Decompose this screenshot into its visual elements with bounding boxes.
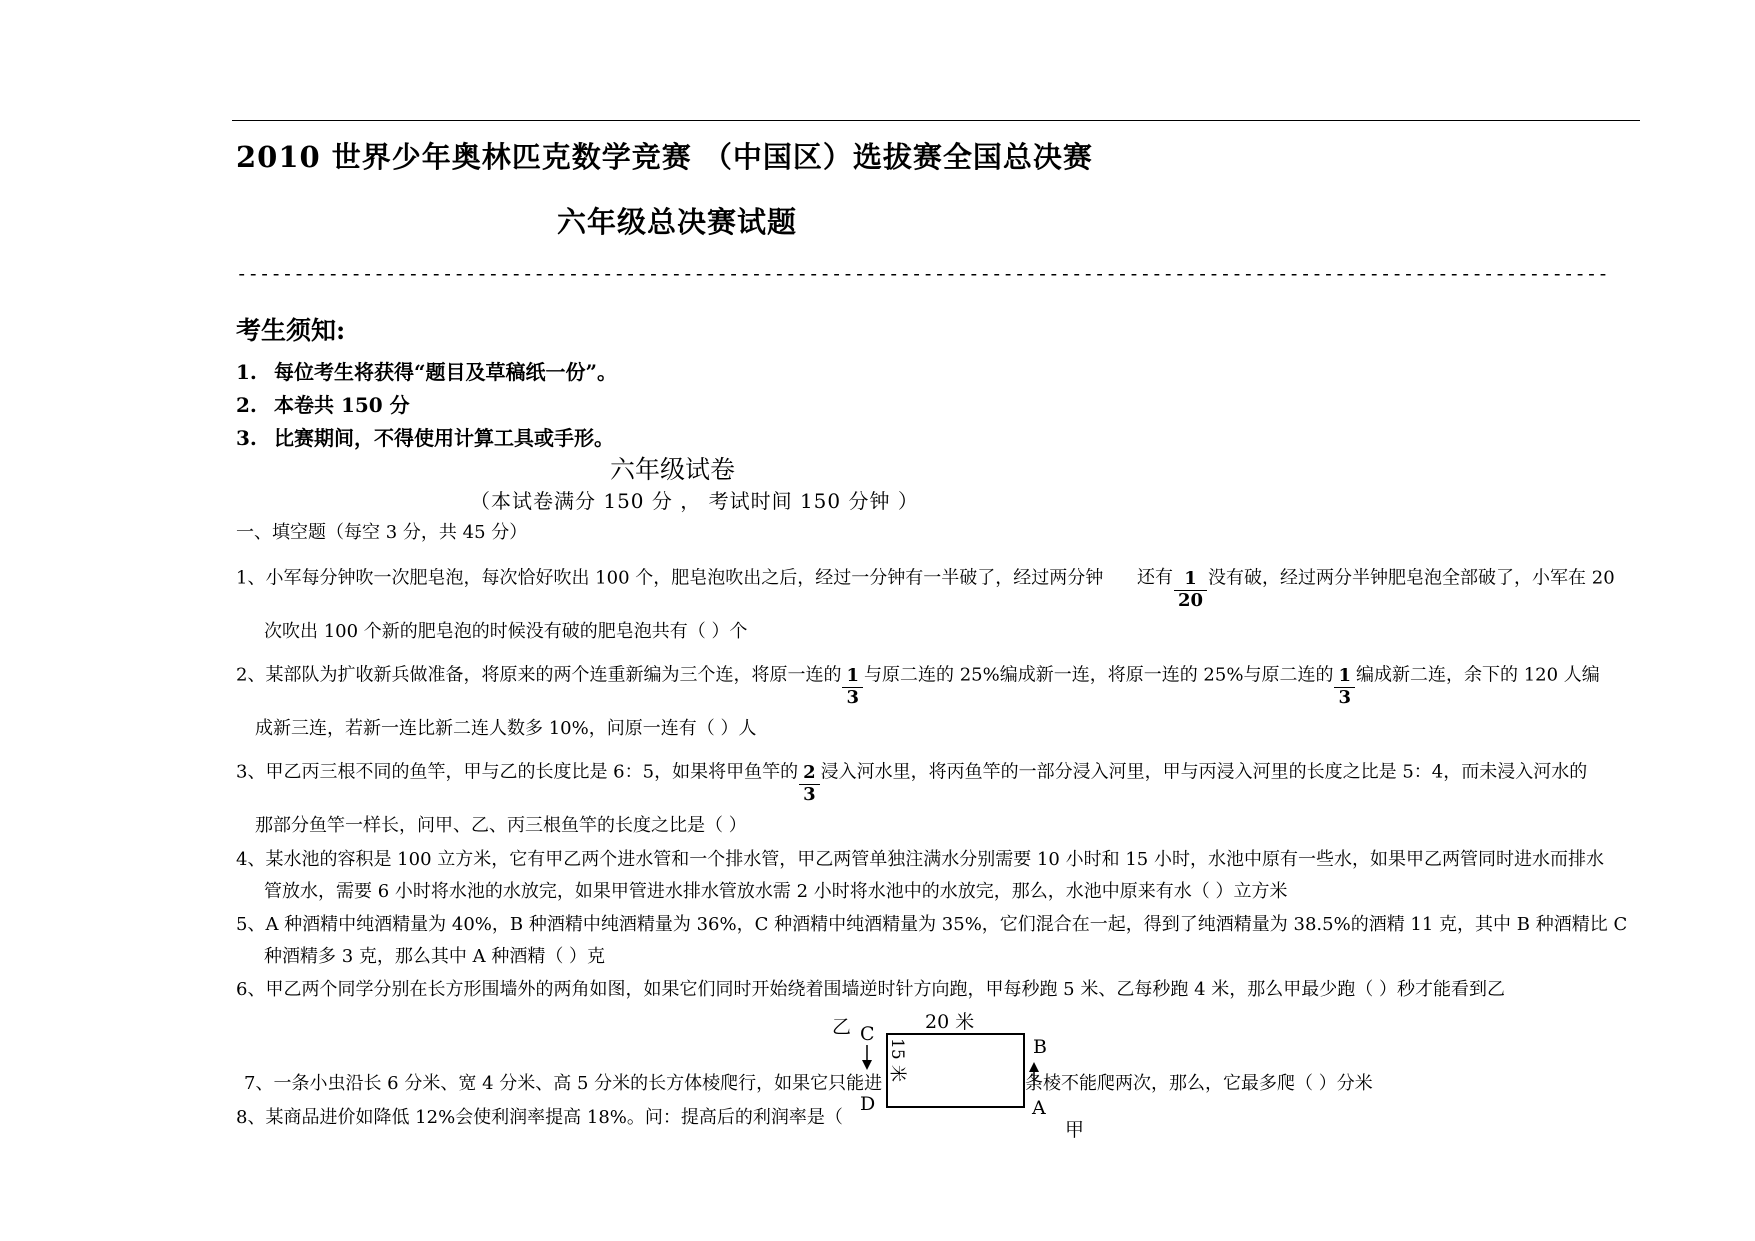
q3-text-b: 浸入河水里，将丙鱼竿的一部分浸入河里，甲与丙浸入河里的长度之比是 5：4，而未浸入河水的 [820,761,1588,783]
q3-fraction [801,764,818,805]
q3-fraction-denominator: 3 [803,783,816,805]
paper-heading: 六年级试卷 [610,455,736,484]
rectangle-wall-figure [820,1010,1085,1141]
dashed-separator: ------------------------------------------------------------------------------------------------------------------------ [236,263,1609,285]
q2-text-b: 与原二连的 25%编成新一连，将原一连的 25%与原二连的 [863,664,1334,686]
question-1-line-1 [236,558,1615,611]
question-4-line-1: 4、某水池的容积是 100 立方米，它有甲乙两个进水管和一个排水管，甲乙两管单独注满水分别需要 10 小时和 15 小时，水池中原有一些水，如果甲乙两管同时进水而排水 [236,849,1604,870]
q3-fraction-numerator: 2 [803,762,816,783]
q2-text-c: 编成新二连，余下的 120 人编 [1355,664,1600,686]
question-3-line-2: 那部分鱼竿一样长，问甲、乙、丙三根鱼竿的长度之比是（ ） [255,815,747,836]
q2-fraction-2 [1336,667,1353,708]
question-7-text-a: 7、一条小虫沿长 6 分米、宽 4 分米、高 5 分米的长方体棱爬行，如果它只能进 [244,1073,883,1094]
up-arrow-icon [1029,1062,1039,1072]
paper-subheading: （本试卷满分 150 分 ， 考试时间 150 分钟 ） [470,489,919,513]
question-4-line-2: 管放水，需要 6 小时将水池的水放完，如果甲管进水排水管放水需 2 小时将水池中的水放完，那么，水池中原来有水（ ）立方米 [264,881,1288,902]
header-rule [232,120,1640,121]
figure-label-jia: 甲 [1065,1119,1085,1141]
q1-text-a: 1、小军每分钟吹一次肥皂泡，每次恰好吹出 100 个，肥皂泡吹出之后，经过一分钟有一半破了，经过两分钟 [236,567,1104,589]
figure-label-top: 20 米 [925,1011,975,1033]
figure-label-yi: 乙 [832,1016,852,1038]
q3-text-a: 3、甲乙丙三根不同的鱼竿，甲与乙的长度比是 6：5，如果将甲鱼竿的 [236,761,799,783]
q2-fraction-2-denominator: 3 [1338,686,1351,708]
figure-label-c: C [860,1023,875,1045]
exam-title: 2010 世界少年奥林匹克数学竞赛 （中国区）选拔赛全国总决赛 [236,140,1093,174]
q2-fraction-1-denominator: 3 [846,686,859,708]
down-arrow-icon [862,1060,872,1070]
q2-text-a: 2、某部队为扩收新兵做准备，将原来的两个连重新编为三个连，将原一连的 [236,664,842,686]
question-7-text-b: 条棱不能爬两次，那么，它最多爬（ ）分米 [1025,1073,1373,1094]
question-1-line-2: 次吹出 100 个新的肥皂泡的时候没有破的肥皂泡共有（ ）个 [264,621,748,642]
figure-label-a: A [1032,1097,1046,1119]
figure-label-side: 15 米 [887,1038,907,1083]
q2-fraction-1-numerator: 1 [846,665,859,686]
notice-item [236,356,617,385]
section-heading: 一、填空题（每空 3 分，共 45 分） [236,522,528,543]
q1-fraction-denominator: 20 [1177,589,1204,611]
notice-text: 本卷共 150 分 [274,393,410,417]
notice-item [236,422,614,451]
notice-text: 每位考生将获得“题目及草稿纸一份”。 [274,360,618,384]
q1-text-b: 还有 [1136,567,1173,589]
notice-number: 1. [236,360,257,384]
figure-label-b: B [1033,1036,1047,1058]
exam-subtitle: 六年级总决赛试题 [557,205,798,239]
q1-fraction [1176,570,1205,611]
question-3-line-1 [236,752,1588,805]
question-6-line-1: 6、甲乙两个同学分别在长方形围墙外的两角如图，如果它们同时开始绕着围墙逆时针方向跑，甲每秒跑 5 米、乙每秒跑 4 米，那么甲最少跑（ ）秒才能看到乙 [236,979,1505,1000]
notice-heading: 考生须知: [236,316,346,345]
question-2-line-1 [236,655,1600,708]
question-2-line-2: 成新三连，若新一连比新二连人数多 10%，问原一连有（ ）人 [255,718,757,739]
notice-number: 2. [236,393,257,417]
figure-label-d: D [860,1093,876,1115]
notice-text: 比赛期间，不得使用计算工具或手形。 [274,426,614,450]
question-8-text: 8、某商品进价如降低 12%会使利润率提高 18%。问：提高后的利润率是（ [236,1107,843,1128]
q2-fraction-1 [844,667,861,708]
notice-item [236,389,410,418]
q1-fraction-numerator: 1 [1184,568,1197,589]
notice-number: 3. [236,426,257,450]
q2-fraction-2-numerator: 1 [1338,665,1351,686]
question-5-line-1: 5、A 种酒精中纯酒精量为 40%，B 种酒精中纯酒精量为 36%，C 种酒精中纯酒精量为 35%，它们混合在一起，得到了纯酒精量为 38.5%的酒精 11 克，其中 B 种酒精比 C [236,914,1628,935]
question-5-line-2: 种酒精多 3 克，那么其中 A 种酒精（ ）克 [264,946,606,967]
q1-text-c: 没有破，经过两分半钟肥皂泡全部破了，小军在 20 [1208,567,1615,589]
